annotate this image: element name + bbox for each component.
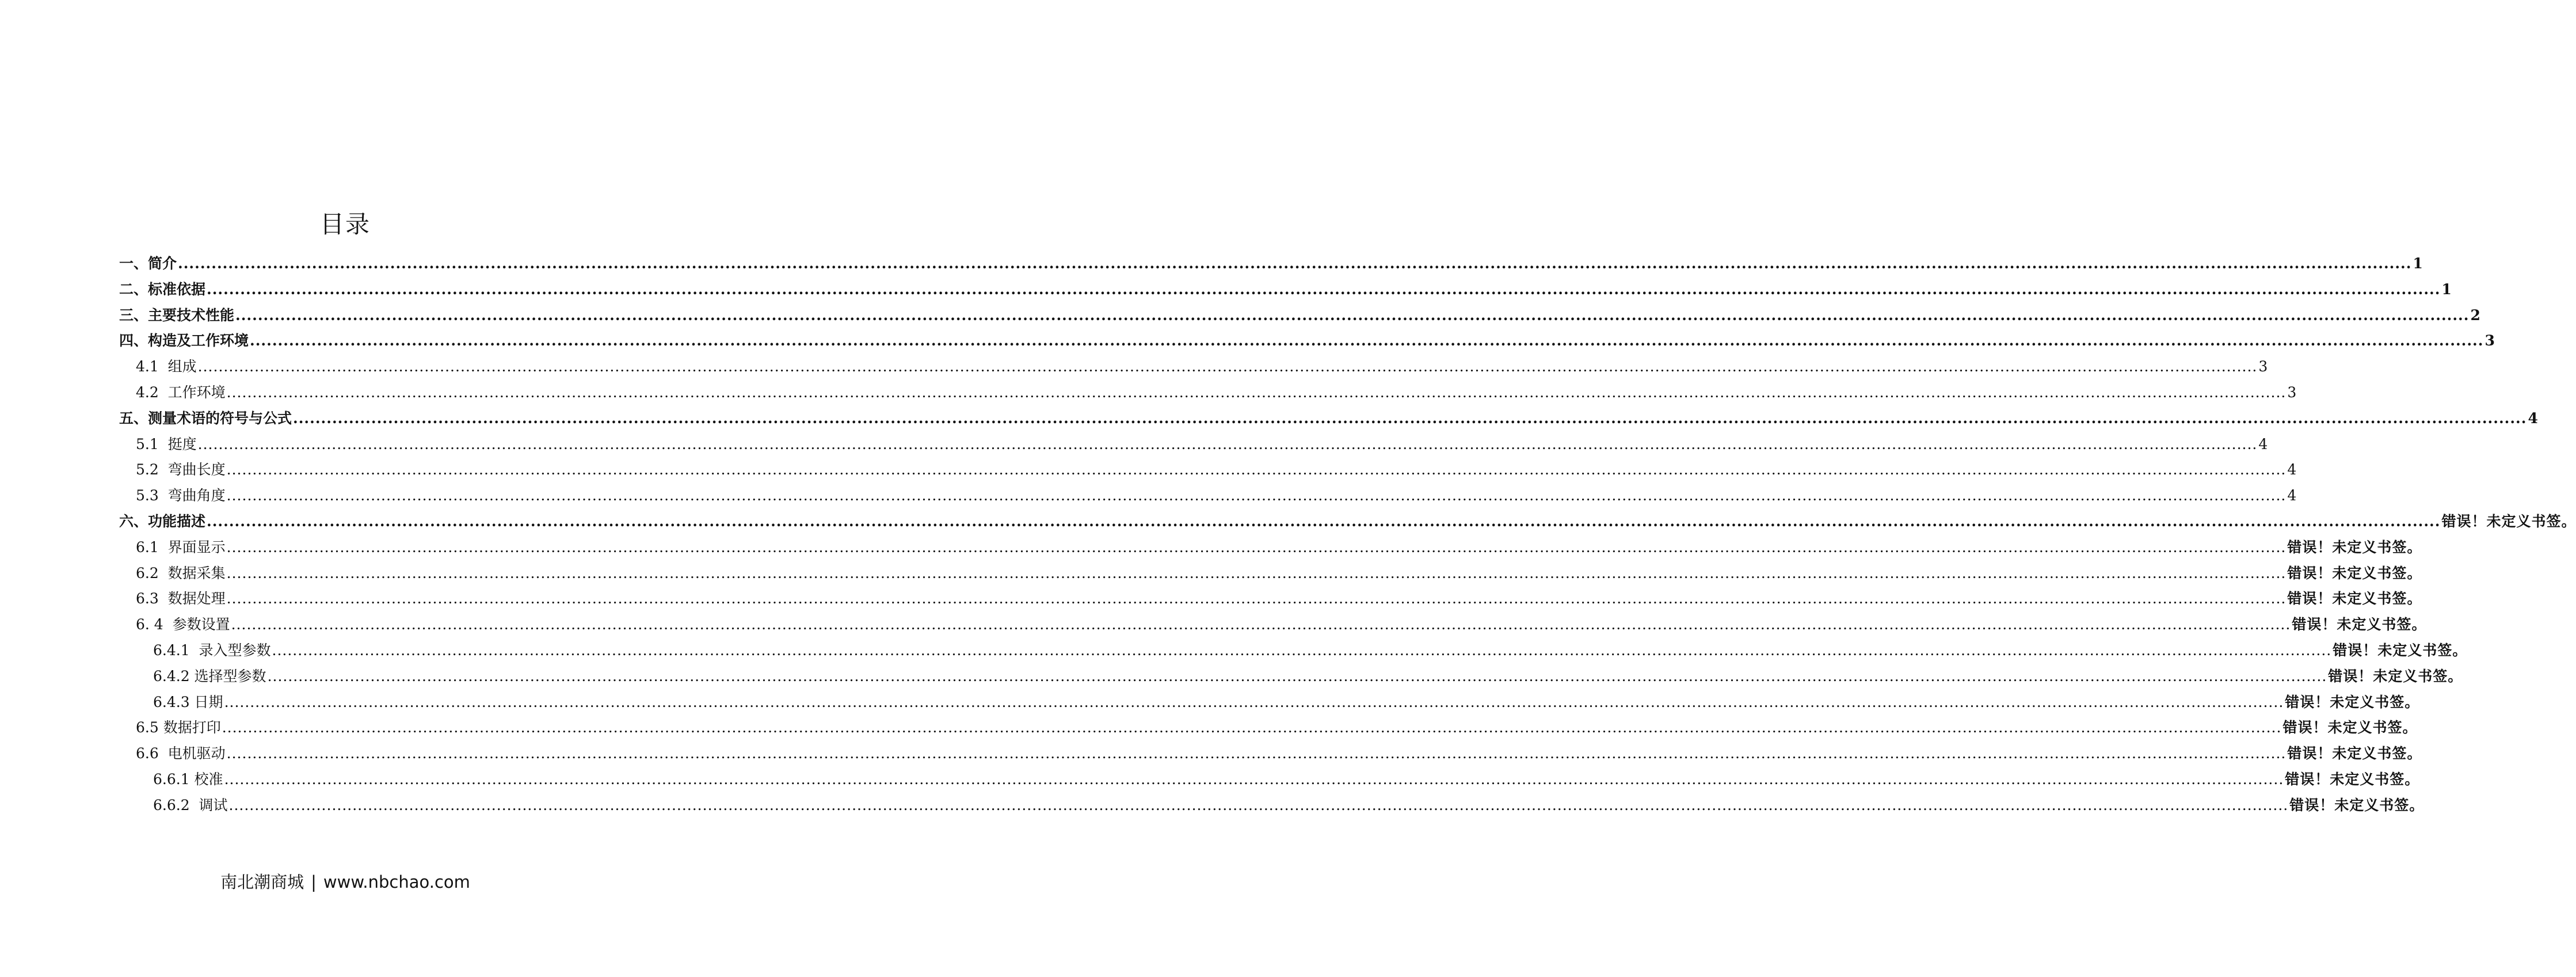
toc-dot-leader: ................................................................................................................................................................................................................................................................................................................................................................................................................ (222, 719, 2282, 736)
toc-entry-label: 6.4.1 录入型参数 (153, 641, 271, 659)
toc-entry-bookmark-error: 错误！未定义书签。 (2285, 770, 2420, 788)
toc-entry[interactable] (119, 767, 2420, 793)
toc-entry[interactable] (119, 432, 2268, 458)
toc-entry-label: 5.3 弯曲角度 (136, 487, 226, 504)
toc-dot-leader: ................................................................................................................................................................................................................................................................................................................................................................................................................ (226, 487, 2287, 504)
toc-entry-label: 5.1 挺度 (136, 435, 197, 453)
toc-dot-leader: ................................................................................................................................................................................................................................................................................................................................................................................................................ (272, 641, 2332, 659)
toc-entry-bookmark-error: 错误！未定义书签。 (2328, 667, 2463, 685)
toc-entry-label: 6.6 电机驱动 (136, 745, 226, 762)
toc-entry[interactable] (119, 715, 2418, 741)
toc-entry-bookmark-error: 错误！未定义书签。 (2282, 719, 2418, 736)
toc-entry[interactable] (119, 664, 2463, 690)
toc-entry-bookmark-error: 错误！未定义书签。 (2333, 641, 2468, 659)
toc-entry[interactable] (119, 741, 2422, 767)
toc-entry-bookmark-error: 错误！未定义书签。 (2292, 616, 2427, 633)
toc-entry[interactable] (119, 251, 2423, 277)
toc-entry-label: 六、功能描述 (119, 512, 206, 530)
footer-watermark (0, 869, 691, 895)
toc-entry-label: 6.5 数据打印 (136, 719, 221, 736)
toc-entry-page-number: 4 (2287, 487, 2297, 504)
page-title: 目录 (319, 210, 371, 238)
toc-entry-bookmark-error: 错误！未定义书签。 (2287, 590, 2422, 607)
toc-entry-label: 一、简介 (119, 255, 177, 272)
toc-dot-leader: ................................................................................................................................................................................................................................................................................................................................................................................................................ (228, 796, 2289, 813)
toc-entry-page-number: 1 (2413, 255, 2423, 272)
footer-brand: 南北潮商城 (220, 872, 304, 892)
toc-entry-bookmark-error: 错误！未定义书签。 (2289, 796, 2425, 813)
toc-entry-label: 4.2 工作环境 (136, 383, 226, 401)
toc-entry[interactable] (119, 328, 2495, 354)
toc-entry[interactable] (119, 586, 2422, 612)
toc-entry[interactable] (119, 457, 2297, 483)
toc-dot-leader: ................................................................................................................................................................................................................................................................................................................................................................................................................ (226, 461, 2287, 478)
toc-dot-leader: ................................................................................................................................................................................................................................................................................................................................................................................................................ (226, 383, 2287, 401)
toc-entry-page-number: 3 (2287, 383, 2297, 401)
toc-entry[interactable] (119, 380, 2297, 406)
toc-entry[interactable] (119, 354, 2268, 380)
footer-separator: | (311, 872, 317, 892)
footer-url: www.nbchao.com (323, 872, 470, 892)
toc-entry-page-number: 2 (2470, 306, 2480, 324)
toc-entry-label: 6.2 数据采集 (136, 564, 226, 581)
toc-entry[interactable] (119, 406, 2538, 432)
toc-dot-leader: ................................................................................................................................................................................................................................................................................................................................................................................................................ (178, 255, 2412, 272)
toc-dot-leader: ................................................................................................................................................................................................................................................................................................................................................................................................................ (226, 538, 2287, 556)
toc-entry-page-number: 4 (2258, 435, 2268, 453)
toc-entry-bookmark-error: 错误！未定义书签。 (2441, 512, 2576, 530)
toc-entry-label: 6.1 界面显示 (136, 538, 226, 556)
toc-entry[interactable] (119, 561, 2422, 587)
toc-entry[interactable] (119, 793, 2425, 819)
toc-dot-leader: ................................................................................................................................................................................................................................................................................................................................................................................................................ (207, 280, 2441, 298)
toc-dot-leader: ................................................................................................................................................................................................................................................................................................................................................................................................................ (293, 409, 2527, 427)
toc-entry-page-number: 4 (2287, 461, 2297, 478)
toc-entry-label: 四、构造及工作环境 (119, 332, 249, 349)
toc-entry[interactable] (119, 638, 2468, 664)
toc-entry-label: 5.2 弯曲长度 (136, 461, 226, 478)
table-of-contents (119, 251, 2576, 819)
toc-dot-leader: ................................................................................................................................................................................................................................................................................................................................................................................................................ (250, 332, 2484, 349)
toc-entry-label: 五、测量术语的符号与公式 (119, 409, 292, 427)
toc-dot-leader: ................................................................................................................................................................................................................................................................................................................................................................................................................ (226, 745, 2287, 762)
toc-entry-label: 6. 4 参数设置 (136, 616, 230, 633)
toc-dot-leader: ................................................................................................................................................................................................................................................................................................................................................................................................................ (224, 693, 2284, 710)
toc-dot-leader: ................................................................................................................................................................................................................................................................................................................................................................................................................ (207, 512, 2441, 530)
toc-dot-leader: ................................................................................................................................................................................................................................................................................................................................................................................................................ (231, 616, 2291, 633)
toc-entry[interactable] (119, 509, 2576, 535)
toc-entry-page-number: 3 (2258, 358, 2268, 375)
toc-dot-leader: ................................................................................................................................................................................................................................................................................................................................................................................................................ (226, 564, 2287, 581)
toc-entry-bookmark-error: 错误！未定义书签。 (2287, 745, 2422, 762)
toc-entry[interactable] (119, 690, 2420, 716)
toc-dot-leader: ................................................................................................................................................................................................................................................................................................................................................................................................................ (224, 770, 2284, 788)
toc-entry[interactable] (119, 483, 2297, 509)
toc-entry-label: 6.3 数据处理 (136, 590, 226, 607)
toc-dot-leader: ................................................................................................................................................................................................................................................................................................................................................................................................................ (235, 306, 2470, 324)
toc-dot-leader: ................................................................................................................................................................................................................................................................................................................................................................................................................ (226, 590, 2287, 607)
toc-entry-label: 6.6.2 调试 (153, 796, 228, 813)
toc-entry-page-number: 4 (2528, 409, 2538, 427)
toc-entry[interactable] (119, 277, 2452, 303)
toc-entry-page-number: 1 (2441, 280, 2452, 298)
toc-dot-leader: ................................................................................................................................................................................................................................................................................................................................................................................................................ (197, 358, 2258, 375)
toc-entry-bookmark-error: 错误！未定义书签。 (2285, 693, 2420, 710)
toc-entry-bookmark-error: 错误！未定义书签。 (2287, 538, 2422, 556)
toc-entry-label: 三、主要技术性能 (119, 306, 235, 324)
toc-dot-leader: ................................................................................................................................................................................................................................................................................................................................................................................................................ (267, 667, 2327, 685)
toc-dot-leader: ................................................................................................................................................................................................................................................................................................................................................................................................................ (197, 435, 2258, 453)
toc-entry[interactable] (119, 612, 2427, 638)
toc-entry[interactable] (119, 535, 2422, 561)
toc-entry-label: 6.4.3 日期 (153, 693, 223, 710)
toc-entry[interactable] (119, 303, 2480, 329)
toc-entry-label: 二、标准依据 (119, 280, 206, 298)
toc-entry-label: 4.1 组成 (136, 358, 197, 375)
toc-entry-bookmark-error: 错误！未定义书签。 (2287, 564, 2422, 581)
toc-entry-label: 6.4.2 选择型参数 (153, 667, 266, 685)
toc-entry-label: 6.6.1 校准 (153, 770, 223, 788)
toc-entry-page-number: 3 (2484, 332, 2495, 349)
